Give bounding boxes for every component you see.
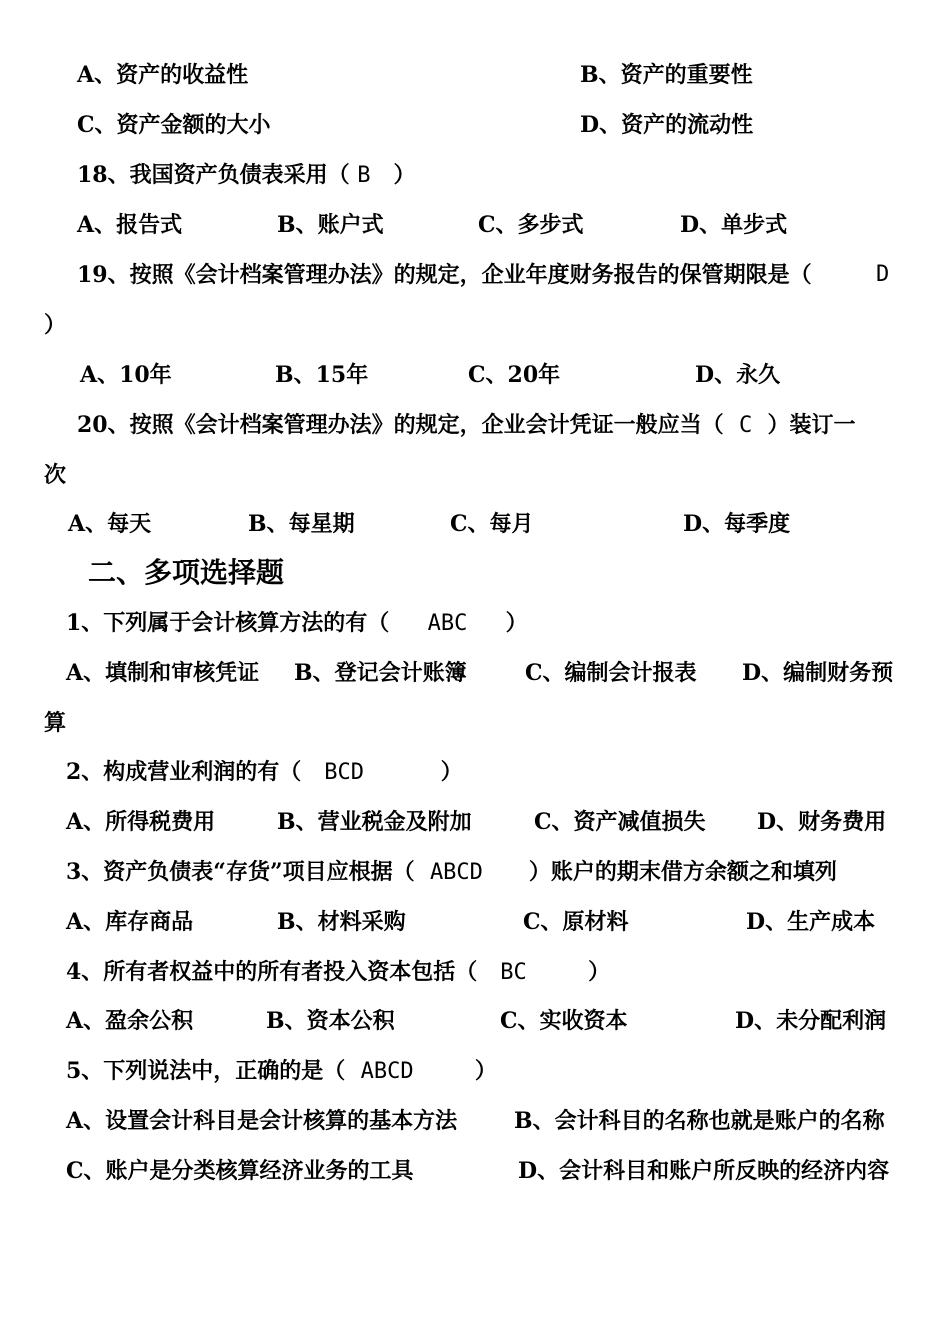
m1-stem	[66, 608, 528, 638]
section-heading-multiple-choice: 二、多项选择题	[88, 556, 285, 589]
q19-option-b: B、15年	[275, 362, 369, 388]
m4-option-a: A、盈余公积	[66, 1008, 194, 1034]
m5-option-a: A、设置会计科目是会计核算的基本方法	[66, 1108, 458, 1134]
m3-option-d: D、生产成本	[746, 909, 876, 935]
q20-stem-suffix: ）装订一	[752, 412, 856, 438]
m2-option-b: B、营业税金及附加	[277, 809, 472, 835]
m1-stem-prefix: 1、下列属于会计核算方法的有（	[66, 610, 428, 636]
q17-option-c: C、资产金额的大小	[77, 112, 271, 138]
q18-option-b: B、账户式	[277, 212, 384, 238]
q20-stem-prefix: 20、按照《会计档案管理办法》的规定，企业会计凭证一般应当（	[77, 412, 739, 438]
m4-answer: BC	[500, 960, 527, 985]
m2-option-a: A、所得税费用	[66, 809, 216, 835]
q18-option-d: D、单步式	[680, 212, 788, 238]
m2-stem	[66, 757, 463, 787]
q17-option-a: A、资产的收益性	[77, 62, 249, 88]
m1-option-d-continued: 算	[44, 710, 67, 736]
q18-stem-prefix: 18、我国资产负债表采用（	[77, 162, 358, 188]
m4-stem	[66, 957, 610, 987]
q19-stem-line1: 19、按照《会计档案管理办法》的规定，企业年度财务报告的保管期限是（	[77, 262, 812, 288]
m5-option-c: C、账户是分类核算经济业务的工具	[66, 1158, 414, 1184]
m5-option-d: D、会计科目和账户所反映的经济内容	[518, 1158, 890, 1184]
q19-option-c: C、20年	[468, 362, 561, 388]
m3-stem	[66, 857, 837, 887]
q20-option-d: D、每季度	[683, 511, 791, 537]
m4-option-c: C、实收资本	[500, 1008, 628, 1034]
m3-answer: ABCD	[429, 860, 483, 885]
m4-option-d: D、未分配利润	[735, 1008, 887, 1034]
m1-option-c: C、编制会计报表	[525, 660, 697, 686]
m4-option-b: B、资本公积	[266, 1008, 395, 1034]
q20-stem	[77, 410, 856, 440]
q18-answer: B	[357, 163, 371, 188]
m5-option-b: B、会计科目的名称也就是账户的名称	[514, 1108, 885, 1134]
m2-stem-suffix: ）	[364, 759, 463, 785]
m4-stem-suffix: ）	[526, 959, 611, 985]
m1-answer: ABC	[427, 611, 468, 636]
q18-option-c: C、多步式	[478, 212, 584, 238]
q20-option-a: A、每天	[68, 511, 152, 537]
m5-stem-prefix: 5、下列说法中，正确的是（	[66, 1058, 361, 1084]
q20-option-c: C、每月	[450, 511, 534, 537]
m5-answer: ABCD	[360, 1059, 414, 1084]
m2-answer: BCD	[324, 760, 365, 785]
q20-stem-line2: 次	[44, 462, 67, 488]
q18-stem	[77, 160, 416, 190]
q19-answer: D	[876, 262, 890, 287]
m3-stem-suffix: ）账户的期末借方余额之和填列	[482, 859, 837, 885]
q18-stem-suffix: ）	[370, 162, 416, 188]
m4-stem-prefix: 4、所有者权益中的所有者投入资本包括（	[66, 959, 501, 985]
m1-stem-suffix: ）	[467, 610, 528, 636]
q17-option-b: B、资产的重要性	[580, 62, 753, 88]
m2-stem-prefix: 2、构成营业利润的有（	[66, 759, 325, 785]
m5-stem-suffix: ）	[413, 1058, 497, 1084]
m2-option-d: D、财务费用	[757, 809, 887, 835]
m2-option-c: C、资产减值损失	[534, 809, 706, 835]
q20-answer: C	[738, 413, 753, 438]
q18-option-a: A、报告式	[77, 212, 183, 238]
q17-option-d: D、资产的流动性	[580, 112, 754, 138]
m3-stem-prefix: 3、资产负债表“存货”项目应根据（	[66, 859, 430, 885]
m3-option-a: A、库存商品	[66, 909, 194, 935]
m1-option-d: D、编制财务预	[742, 660, 894, 686]
q20-option-b: B、每星期	[248, 511, 355, 537]
m5-stem	[66, 1056, 497, 1086]
m1-option-a: A、填制和审核凭证	[66, 660, 260, 686]
m3-option-c: C、原材料	[523, 909, 629, 935]
m1-option-b: B、登记会计账簿	[294, 660, 467, 686]
q19-option-a: A、10年	[80, 362, 172, 388]
q19-option-d: D、永久	[695, 362, 781, 388]
m3-option-b: B、材料采购	[277, 909, 406, 935]
q19-stem-line2: ）	[44, 312, 67, 338]
